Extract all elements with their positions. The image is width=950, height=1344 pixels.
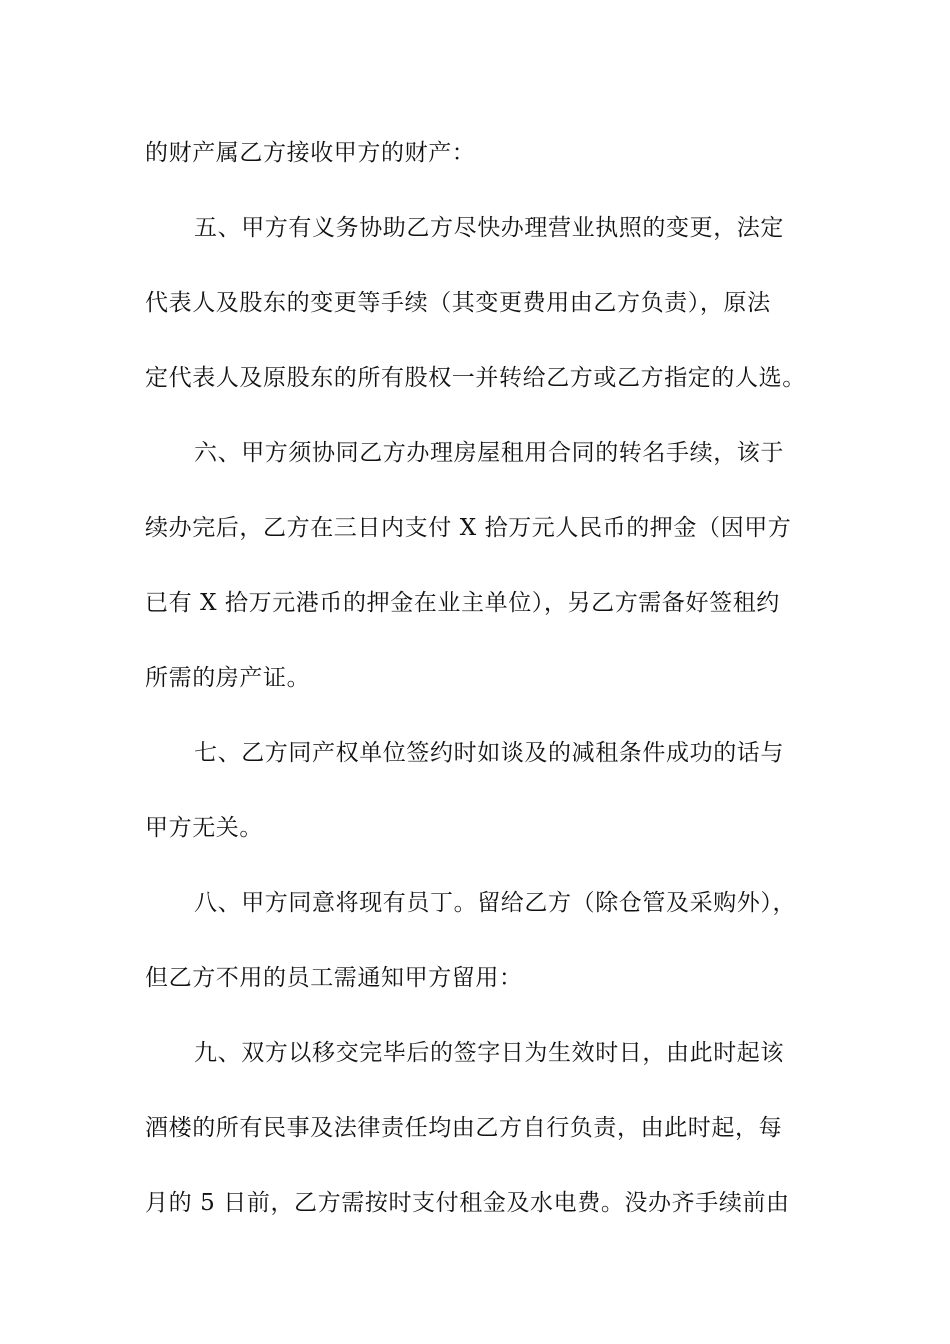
clause-9-line-1: 九、双方以移交完毕后的签字日为生效时日，由此时起该 xyxy=(194,1040,784,1066)
clause-7-line-2: 甲方无关。 xyxy=(145,815,263,841)
clause-6-line-3: 已有 X 拾万元港币的押金在业主单位），另乙方需备好签租约 xyxy=(145,590,780,616)
clause-8-line-1: 八、甲方同意将现有员丁。留给乙方（除仓管及采购外）， xyxy=(194,890,797,916)
clause-5-line-3: 定代表人及原股东的所有股权一并转给乙方或乙方指定的人选。 xyxy=(145,365,806,391)
clause-7-line-1: 七、乙方同产权单位签约时如谈及的减租条件成功的话与 xyxy=(194,740,784,766)
document-body xyxy=(145,126,815,1251)
clause-6-line-1: 六、甲方须协同乙方办理房屋租用合同的转名手续，该于 xyxy=(194,440,784,466)
clause-8-line-2: 但乙方不用的员工需通知甲方留用： xyxy=(145,965,523,991)
text-line-1: 的财产属乙方接收甲方的财产： xyxy=(145,140,476,166)
clause-5-line-1: 五、甲方有义务协助乙方尽快办理营业执照的变更，法定 xyxy=(194,215,784,241)
clause-6-line-4: 所需的房产证。 xyxy=(145,665,311,691)
clause-9-line-2: 酒楼的所有民事及法律责任均由乙方自行负责，由此时起，每 xyxy=(145,1115,783,1141)
clause-6-line-2: 续办完后，乙方在三日内支付 X 拾万元人民币的押金（因甲方 xyxy=(145,515,792,541)
clause-5-line-2: 代表人及股东的变更等手续（其变更费用由乙方负责），原法 xyxy=(145,290,771,316)
clause-9-line-3: 月的 5 日前，乙方需按时支付租金及水电费。没办齐手续前由 xyxy=(145,1190,790,1216)
